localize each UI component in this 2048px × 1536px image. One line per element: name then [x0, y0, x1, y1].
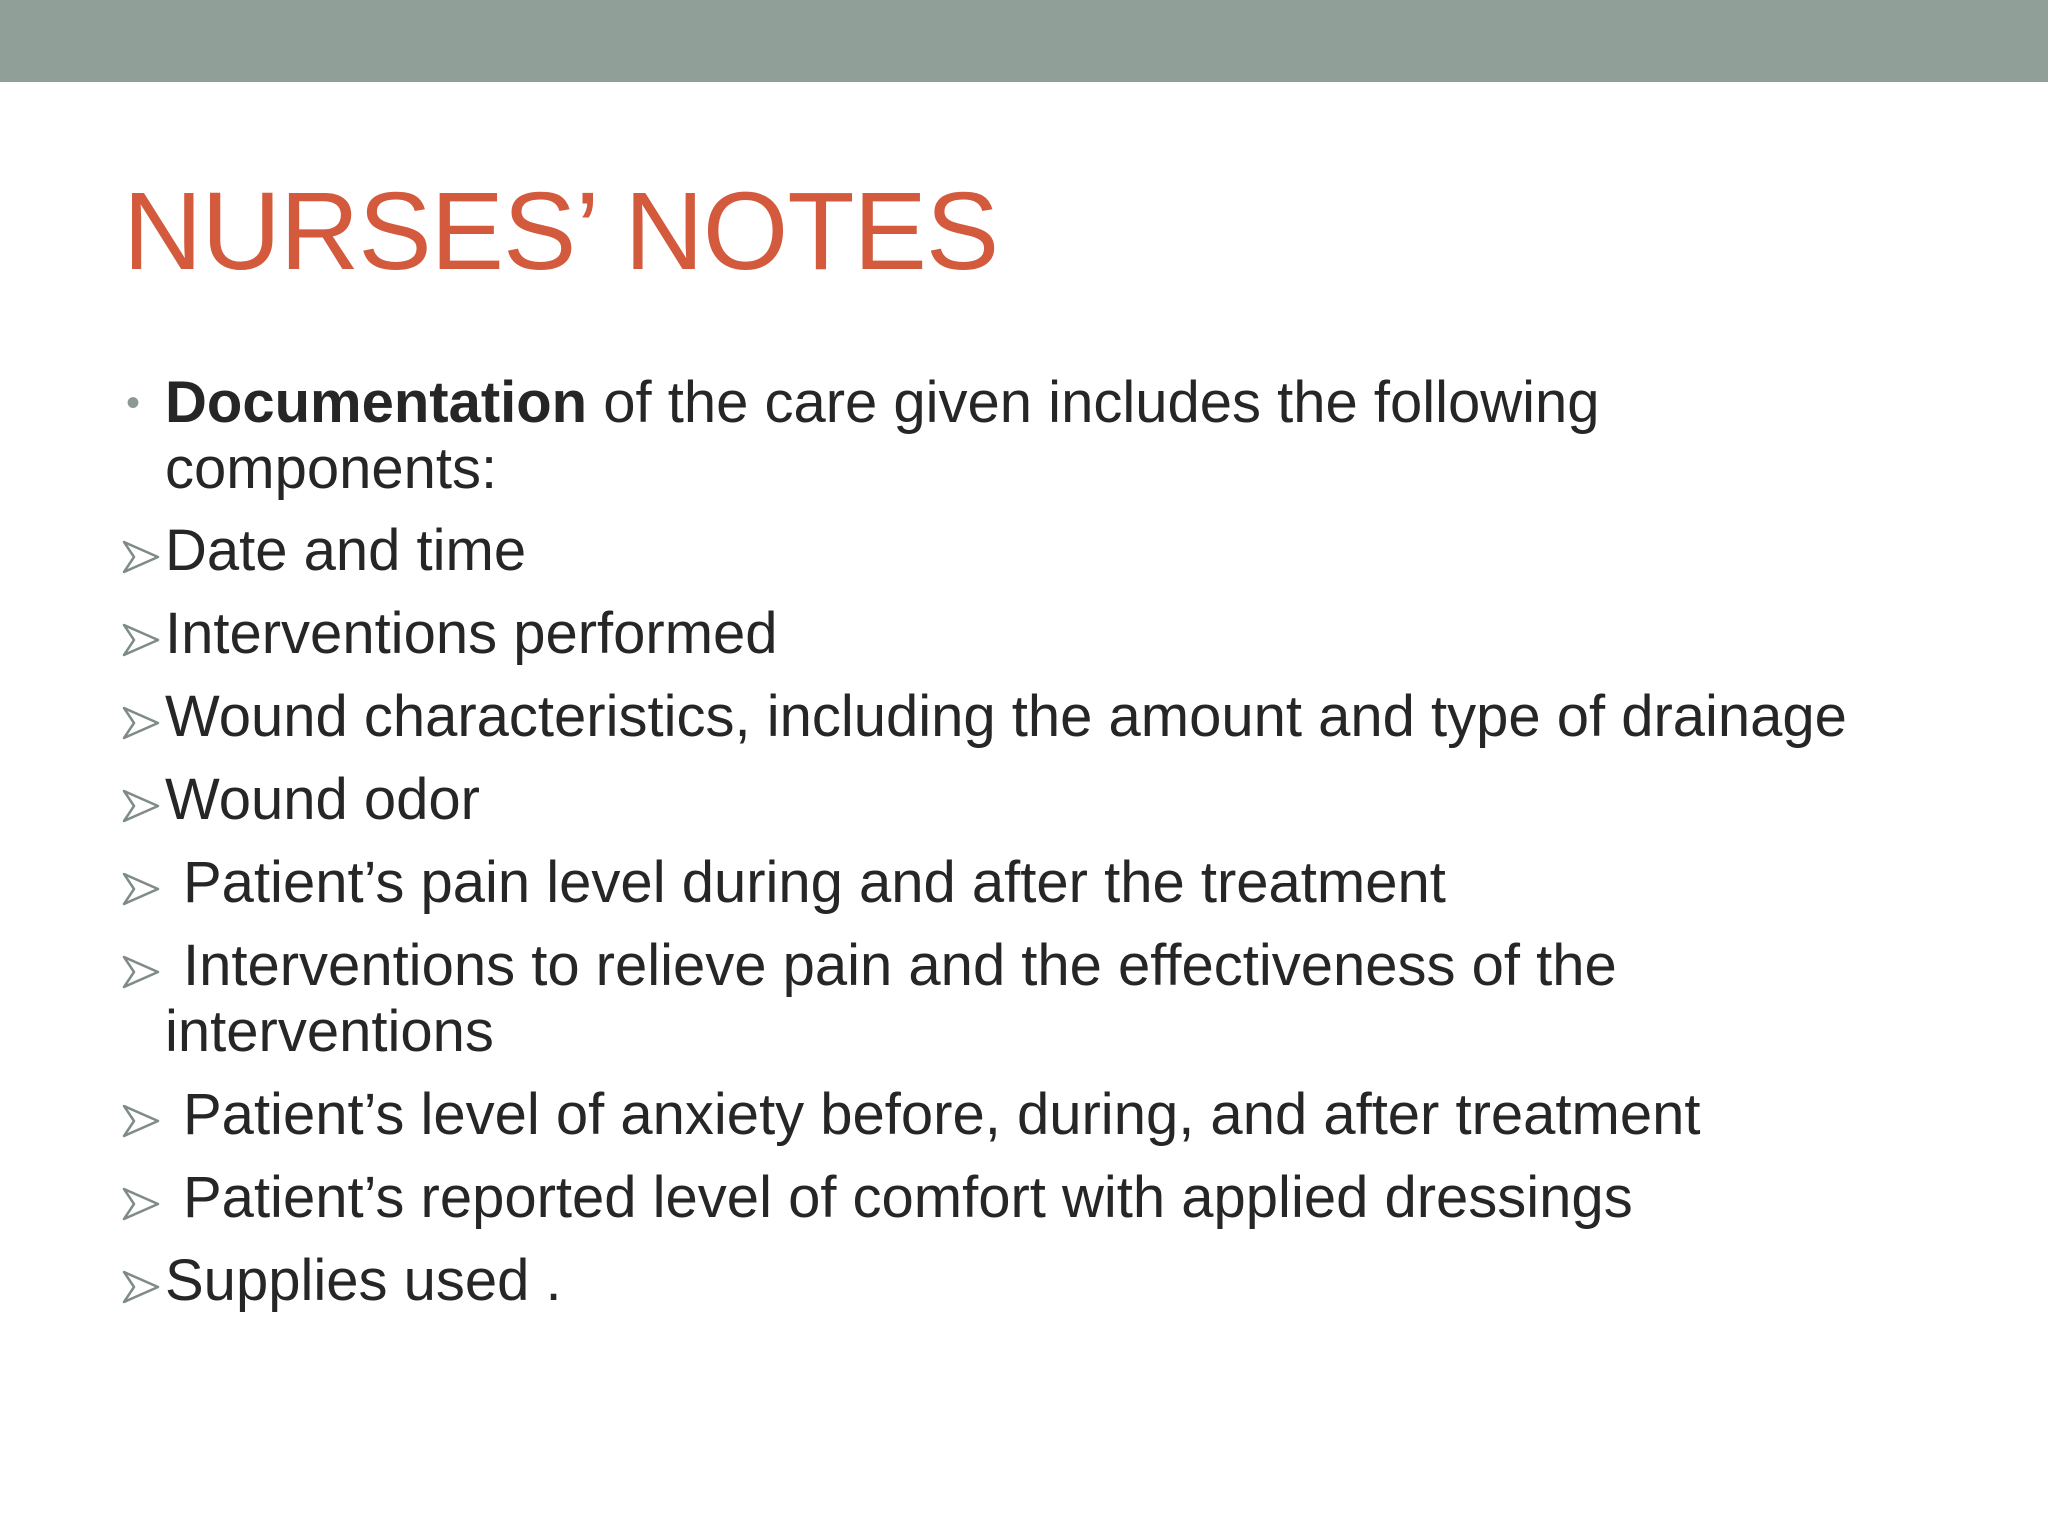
list-item-text: Patient’s level of anxiety before, during, and after treatment [183, 1082, 1701, 1147]
arrow-bullet-icon [122, 955, 160, 989]
documentation-list [120, 518, 1940, 1314]
list-item [120, 850, 1940, 916]
list-item [120, 518, 1940, 584]
list-item-text: Date and time [165, 518, 527, 583]
list-item [120, 1082, 1940, 1148]
slide-title: NURSES’ NOTES [123, 170, 999, 293]
intro-bold-term: Documentation [165, 370, 588, 435]
list-item-text: Patient’s reported level of comfort with applied dressings [183, 1165, 1633, 1230]
list-item [120, 1248, 1940, 1314]
arrow-bullet-icon [122, 872, 160, 906]
list-item-text: Interventions performed [165, 601, 778, 666]
list-item-text: Wound odor [165, 767, 480, 832]
arrow-bullet-icon [122, 1270, 160, 1304]
arrow-bullet-icon [122, 789, 160, 823]
arrow-bullet-icon [122, 1187, 160, 1221]
arrow-bullet-icon [122, 540, 160, 574]
list-item-text: Wound characteristics, including the amount and type of drainage [165, 684, 1847, 749]
intro-text: of the care given includes the following components: [165, 370, 1600, 501]
bullet-dot-icon: • [126, 381, 141, 425]
arrow-bullet-icon [122, 706, 160, 740]
list-item [120, 767, 1940, 833]
list-item-text: Patient’s pain level during and after the treatment [183, 850, 1446, 915]
list-item [120, 684, 1940, 750]
list-item [120, 1165, 1940, 1231]
arrow-bullet-icon [122, 623, 160, 657]
intro-bullet [120, 370, 1940, 502]
list-item [120, 933, 1940, 1065]
slide-content [120, 370, 1940, 1331]
arrow-bullet-icon [122, 1104, 160, 1138]
top-accent-bar [0, 0, 2048, 82]
list-item-text: Interventions to relieve pain and the effectiveness of the interventions [165, 933, 1617, 1064]
list-item [120, 601, 1940, 667]
list-item-text: Supplies used . [165, 1248, 562, 1313]
